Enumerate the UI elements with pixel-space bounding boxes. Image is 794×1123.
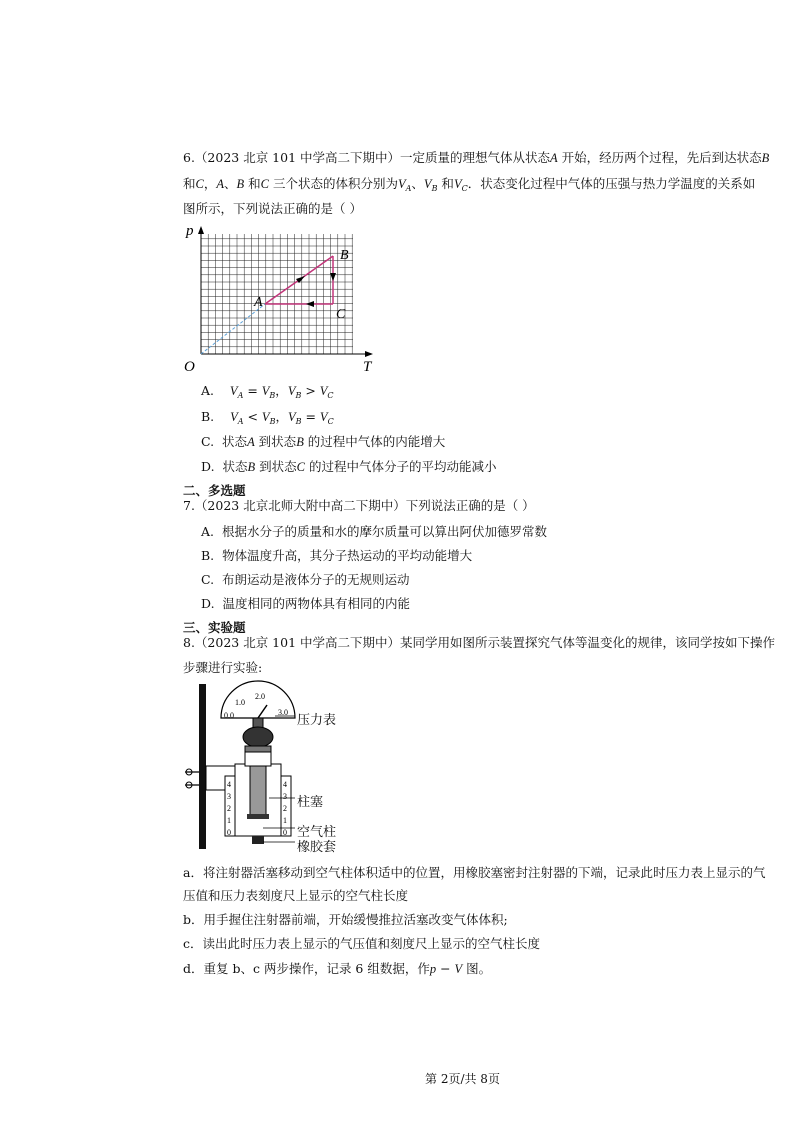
arrow-b-to-c (330, 273, 336, 281)
t-axis-label: T (363, 359, 372, 375)
stand-pole (199, 684, 206, 849)
q8-stem-line1: 8.（2023 北京 101 中学高二下期中）某同学用如图所示装置探究气体等温变化的规律，该同学按如下操作 (183, 635, 776, 650)
sep: ， (275, 383, 288, 398)
option-text: 状态 (222, 434, 248, 449)
q8-stem-line2: 步骤进行实验: (183, 660, 263, 675)
syringe-top (245, 752, 271, 766)
var-B: B (247, 460, 256, 474)
scale-right-1: 1 (283, 816, 287, 825)
var-V: V (423, 177, 432, 191)
plunger-head (247, 814, 269, 819)
var-A: A (247, 435, 255, 449)
option-letter: D. (201, 596, 215, 611)
subscript: C (327, 391, 334, 400)
scale-right-2: 2 (283, 804, 287, 813)
var-V: V (261, 384, 270, 398)
section-heading-multiple-choice: 二、多选题 (183, 483, 246, 498)
q8-step-d (183, 960, 491, 978)
gauge-tick-0: 0.0 (224, 711, 234, 720)
option-text: 布朗运动是液体分子的无规则运动 (222, 572, 410, 587)
gauge-connector (243, 727, 273, 747)
subscript: B (295, 417, 302, 426)
scale-left-1: 1 (227, 816, 231, 825)
q7-stem: 7.（2023 北京北师大附中高二下期中）下列说法正确的是（ ） (183, 498, 535, 513)
op: = (301, 409, 320, 424)
q7-option-d[interactable] (201, 594, 410, 612)
q7-option-a[interactable] (201, 522, 547, 540)
graph-grid (201, 234, 353, 354)
gauge-base (245, 746, 271, 752)
option-text: 的过程中气体的内能增大 (303, 434, 446, 449)
subscript: B (269, 417, 276, 426)
scale-right-0: 0 (283, 828, 287, 837)
q8-step-b: b．用手握住注射器前端，开始缓慢推拉活塞改变气体体积; (183, 912, 508, 927)
option-text: 根据水分子的质量和水的摩尔质量可以算出阿伏加德罗常数 (221, 524, 547, 539)
scale-left-0: 0 (227, 828, 231, 837)
var-A: A (550, 151, 558, 165)
var-V: V (229, 384, 238, 398)
var-B: B (296, 435, 304, 449)
var-C: C (260, 177, 269, 191)
t-axis-arrow (365, 351, 373, 357)
point-c-label: C (336, 307, 346, 322)
option-letter: C. (201, 572, 215, 587)
var-V: V (230, 410, 238, 424)
op: = (243, 383, 262, 398)
option-text: 状态 (222, 459, 248, 474)
q8-step-a-line2: 压值和压力表刻度尺上显示的空气柱长度 (183, 888, 409, 903)
option-letter: A. (201, 524, 215, 539)
arrow-c-to-a (306, 301, 314, 307)
scale-right-4: 4 (283, 780, 287, 789)
label-pressure-gauge: 压力表 (297, 713, 337, 728)
q6-text: 和 (244, 176, 261, 191)
option-letter: B. (201, 409, 215, 424)
point-b-label: B (340, 248, 349, 263)
q6-option-c[interactable] (201, 432, 445, 450)
label-plunger: 柱塞 (297, 795, 324, 810)
subscript-C: C (461, 184, 468, 193)
subscript: A (237, 417, 244, 426)
rubber-cap (252, 836, 264, 844)
page-footer: 第 2页/共 8页 (425, 1072, 500, 1086)
subscript: B (269, 391, 276, 400)
section-heading-experiment: 三、实验题 (183, 620, 246, 635)
op: − (436, 961, 455, 976)
origin-label: O (184, 359, 195, 375)
var-V: V (319, 410, 328, 424)
q8-step-a-line1: a．将注射器活塞移动到空气柱体积适中的位置，用橡胶塞密封注射器的下端，记录此时压力表上显示的气 (183, 865, 766, 880)
q6-text: ， (203, 176, 217, 191)
var-B: B (761, 151, 770, 165)
label-rubber-cap: 橡胶套 (297, 840, 337, 855)
option-text: 到状态 (254, 434, 297, 449)
option-letter: C. (201, 434, 215, 449)
var-V: V (319, 384, 328, 398)
pt-graph (183, 220, 383, 375)
var-V: V (454, 962, 463, 976)
scale-left-2: 2 (227, 804, 231, 813)
scale-right-3: 3 (283, 792, 287, 801)
q6-line1 (183, 149, 769, 167)
q6-option-a[interactable] (201, 381, 334, 400)
step-text: 图。 (462, 961, 492, 976)
subscript: A (237, 391, 244, 400)
option-text: 到状态 (255, 459, 297, 474)
op: < (243, 409, 262, 424)
subscript-A: A (405, 184, 412, 193)
q6-line2 (183, 175, 755, 198)
q6-option-d[interactable] (201, 457, 496, 475)
plunger (250, 766, 266, 816)
option-letter: A. (201, 383, 215, 398)
q6-text: 开始，经历两个过程，先后到达状态 (557, 150, 762, 165)
var-V: V (261, 410, 270, 424)
gauge-tick-1: 1.0 (235, 698, 245, 707)
subscript: B (295, 391, 302, 400)
q6-option-b[interactable] (201, 407, 334, 426)
var-V: V (287, 384, 296, 398)
var-p: p (429, 962, 437, 976)
q6-text: 、 (224, 176, 237, 191)
point-a-label: A (254, 295, 263, 310)
subscript: C (327, 417, 334, 426)
q7-option-c[interactable] (201, 570, 410, 588)
q6-text: 三个状态的体积分别为 (269, 176, 398, 191)
var-V: V (453, 177, 462, 191)
option-text: 温度相同的两物体具有相同的内能 (222, 596, 411, 611)
var-V: V (287, 410, 296, 424)
q6-line3 (183, 200, 362, 218)
gauge-tick-2: 2.0 (255, 692, 265, 701)
q6-text: 6.（2023 北京 101 中学高二下期中）一定质量的理想气体从状态 (183, 150, 551, 165)
q7-option-b[interactable] (201, 546, 472, 564)
var-C: C (296, 460, 305, 474)
q6-text: 、 (411, 176, 424, 191)
op: > (301, 383, 320, 398)
option-text: 物体温度升高，其分子热运动的平均动能增大 (222, 548, 473, 563)
p-axis-arrow (198, 226, 204, 234)
q6-text: 和 (437, 176, 454, 191)
origin-dashed-line (201, 304, 265, 354)
var-B: B (236, 177, 245, 191)
gauge-tick-3: 3.0 (278, 708, 288, 717)
p-axis-label: p (186, 223, 194, 239)
var-V: V (397, 177, 406, 191)
q6-text: 和 (183, 176, 196, 191)
sep: ， (275, 409, 288, 424)
step-text: d．重复 b、c 两步操作，记录 6 组数据，作 (183, 961, 430, 976)
scale-left-4: 4 (227, 780, 231, 789)
var-A: A (216, 177, 225, 191)
q6-text: 图所示，下列说法正确的是（ ） (183, 201, 362, 216)
subscript-B: B (431, 184, 438, 193)
option-letter: B. (201, 548, 215, 563)
option-letter: D. (201, 459, 215, 474)
label-air-column: 空气柱 (297, 825, 337, 840)
q6-text: ．状态变化过程中气体的压强与热力学温度的关系如 (467, 176, 756, 191)
option-text: 的过程中气体分子的平均动能减小 (305, 459, 497, 474)
q8-step-c: c．读出此时压力表上显示的气压值和刻度尺上显示的空气柱长度 (183, 936, 541, 951)
scale-left-3: 3 (227, 792, 231, 801)
var-C: C (195, 177, 204, 191)
